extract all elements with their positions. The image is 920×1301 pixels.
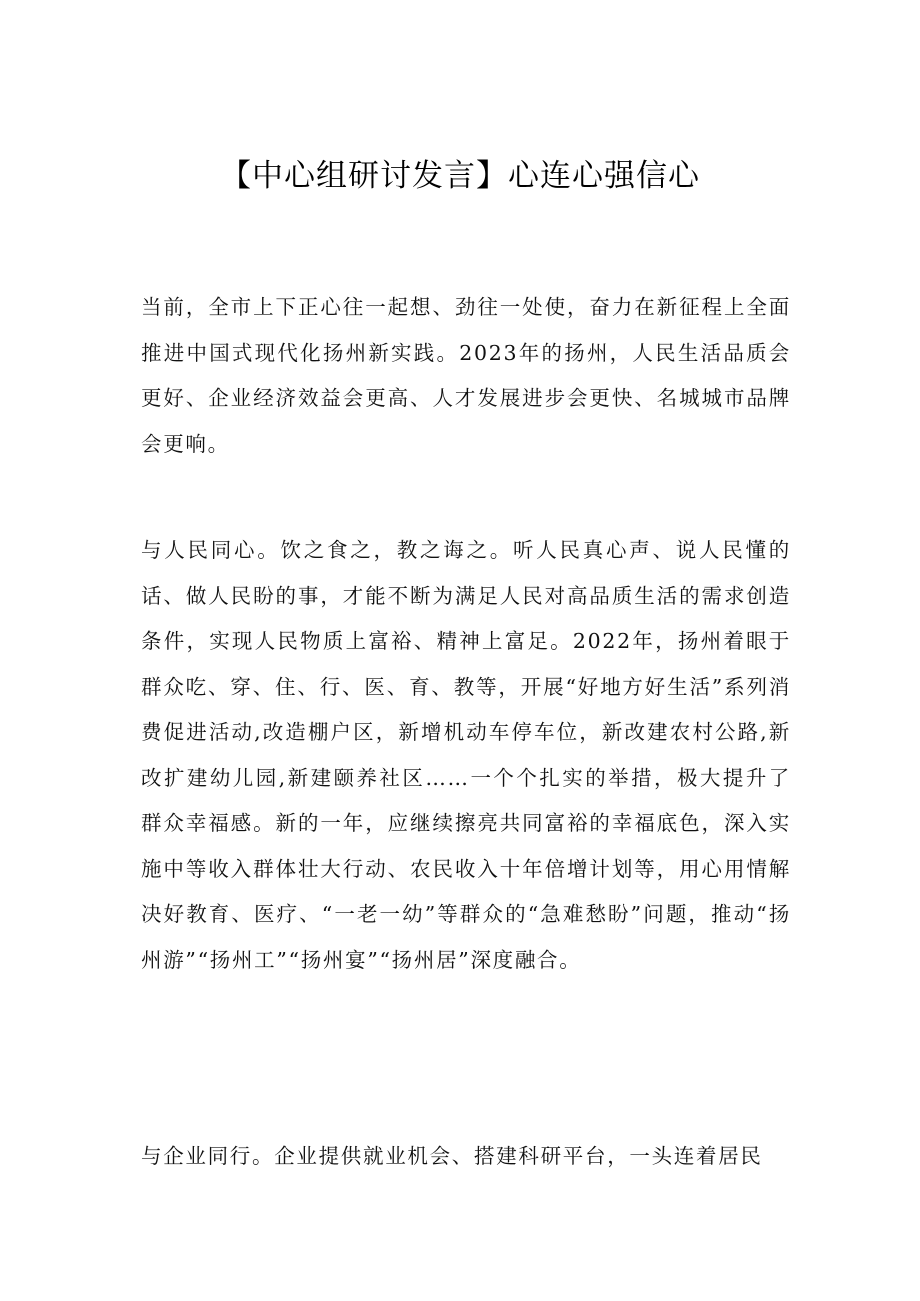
document-title: 【中心组研讨发言】心连心强信心: [220, 158, 700, 194]
paragraph-with-people: 与人民同心。饮之食之，教之诲之。听人民真心声、说人民懂的话、做人民盼的事，才能不断为满足人民对高品质生活的需求创造条件，实现人民物质上富裕、精神上富足。2022年，扬州着眼于群众吃、穿、住、行、医、育、教等，开展“好地方好生活”系列消费促进活动,改造棚户区，新增机动车停车位，新改建农村公路,新改扩建幼儿园,新建颐养社区……一个个扎实的举措，极大提升了群众幸福感。新的一年，应继续擦亮共同富裕的幸福底色，深入实施中等收入群体壮大行动、农民收入十年倍增计划等，用心用情解决好教育、医疗、“一老一幼”等群众的“急难愁盼”问题，推动“扬州游”“扬州工”“扬州宴”“扬州居”深度融合。: [141, 538, 791, 972]
paragraph-with-enterprises: 与企业同行。企业提供就业机会、搭建科研平台，一头连着居民: [141, 1144, 763, 1168]
paragraph-intro: 当前，全市上下正心往一起想、劲往一处使，奋力在新征程上全面推进中国式现代化扬州新实践。2023年的扬州，人民生活品质会更好、企业经济效益会更高、人才发展进步会更快、名城城市品牌会更响。: [141, 295, 791, 456]
